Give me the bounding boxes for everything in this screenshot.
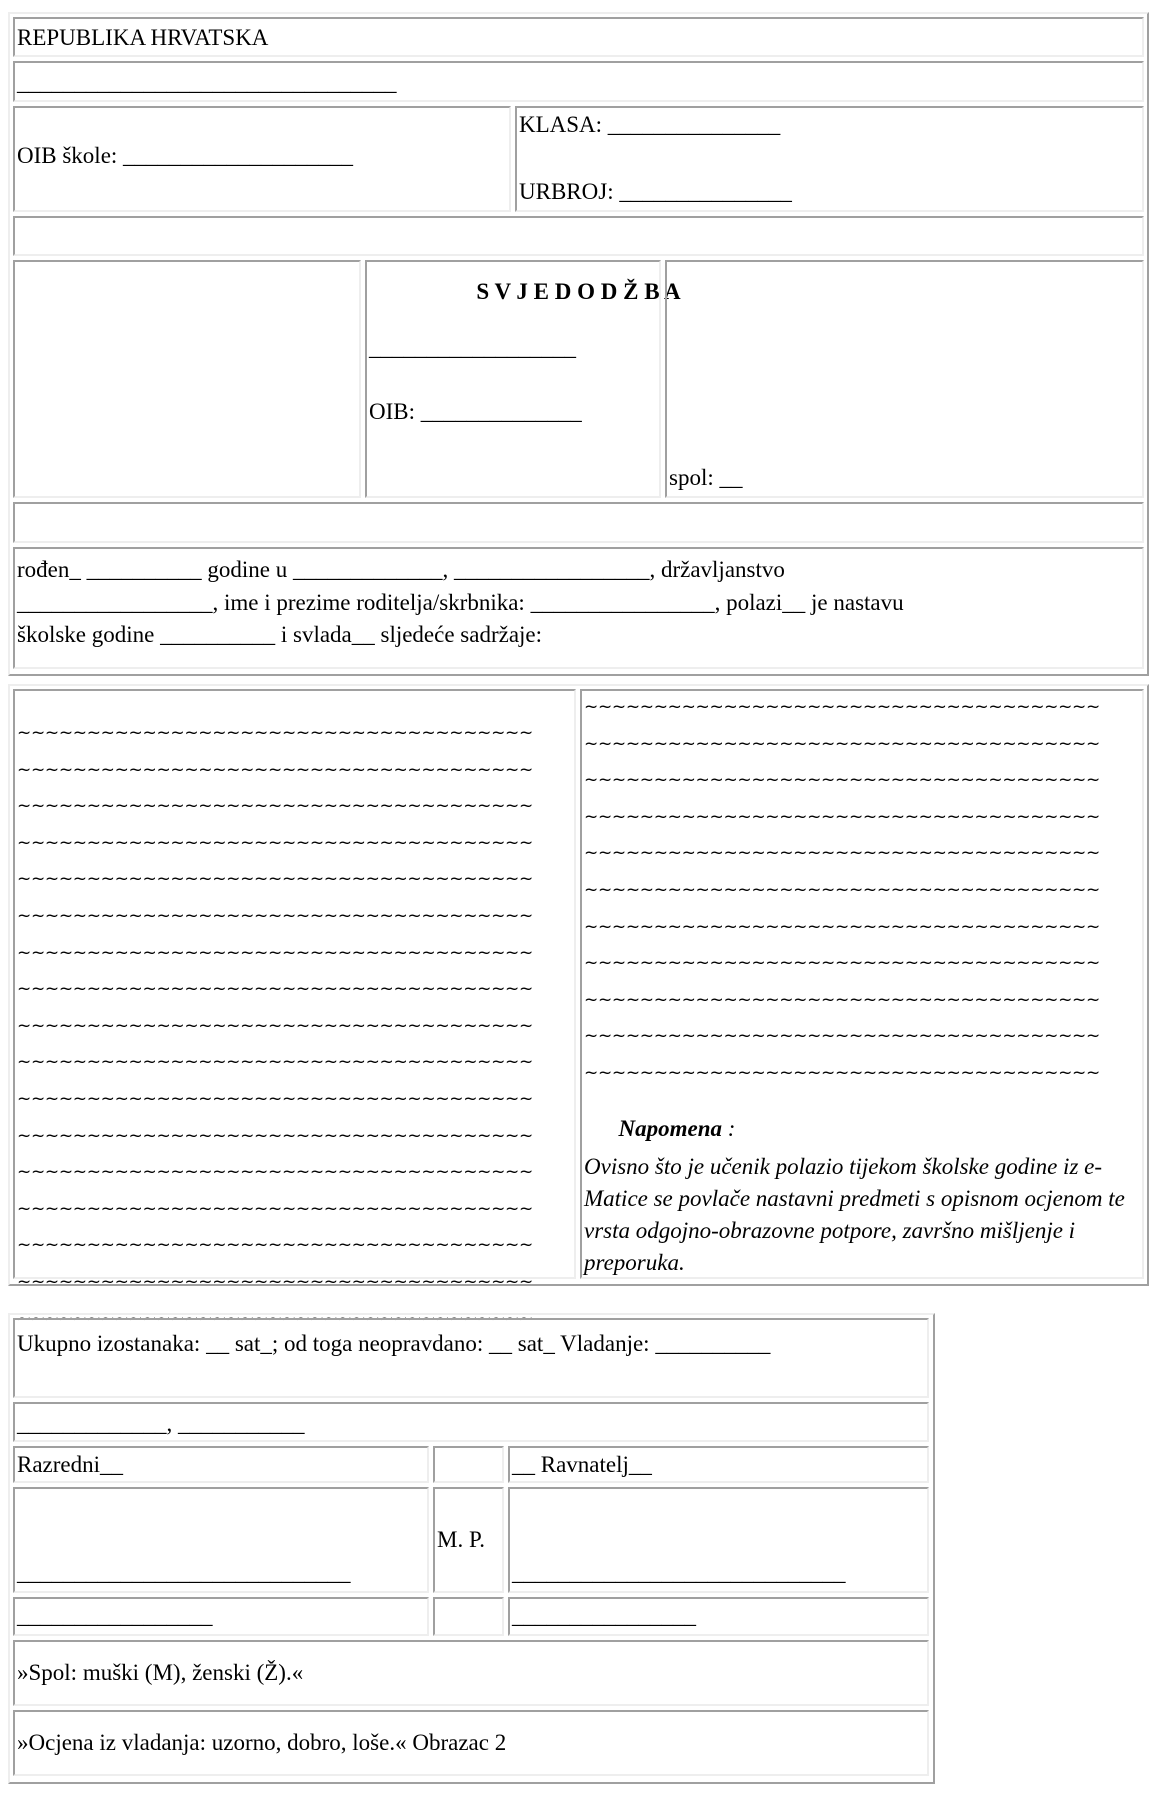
tilde-line: ~~~~~~~~~~~~~~~~~~~~~~~~~~~~~~~~~~~~~: [584, 916, 1100, 937]
stamp-place-label: M. P.: [437, 1527, 485, 1552]
razredni-label: Razredni__: [17, 1452, 124, 1477]
ravnatelj-cell: [508, 1446, 929, 1483]
birth-paragraph-cell: [13, 547, 1144, 669]
tilde-line: ~~~~~~~~~~~~~~~~~~~~~~~~~~~~~~~~~~~~~: [17, 869, 533, 890]
tilde-line: ~~~~~~~~~~~~~~~~~~~~~~~~~~~~~~~~~~~~~: [584, 880, 1100, 900]
tilde-line: ~~~~~~~~~~~~~~~~~~~~~~~~~~~~~~~~~~~~~: [17, 796, 533, 817]
tilde-line: ~~~~~~~~~~~~~~~~~~~~~~~~~~~~~~~~~~~~~: [17, 723, 533, 743]
tilde-line: ~~~~~~~~~~~~~~~~~~~~~~~~~~~~~~~~~~~~~: [17, 759, 533, 780]
subjects-left-cell: [13, 689, 576, 1329]
tilde-line: ~~~~~~~~~~~~~~~~~~~~~~~~~~~~~~~~~~~~~: [584, 806, 1100, 827]
subjects-right-cell: [580, 689, 1144, 1279]
tilde-line: ~~~~~~~~~~~~~~~~~~~~~~~~~~~~~~~~~~~~~: [17, 1198, 533, 1219]
mp-header-cell: [433, 1446, 504, 1483]
tilde-line: ~~~~~~~~~~~~~~~~~~~~~~~~~~~~~~~~~~~~~: [584, 733, 1100, 754]
note-colon: :: [722, 1116, 736, 1141]
tilde-line: ~~~~~~~~~~~~~~~~~~~~~~~~~~~~~~~~~~~~~: [17, 906, 533, 926]
content-table: [8, 684, 1149, 1329]
tilde-line: ~~~~~~~~~~~~~~~~~~~~~~~~~~~~~~~~~~~~~: [584, 989, 1100, 1010]
tilde-line: ~~~~~~~~~~~~~~~~~~~~~~~~~~~~~~~~~~~~~: [584, 953, 1100, 974]
tilde-line: ~~~~~~~~~~~~~~~~~~~~~~~~~~~~~~~~~~~~~: [17, 1125, 533, 1146]
place-date-cell: [13, 1402, 929, 1442]
tilde-line: ~~~~~~~~~~~~~~~~~~~~~~~~~~~~~~~~~~~~~: [17, 1272, 533, 1292]
tilde-line: ~~~~~~~~~~~~~~~~~~~~~~~~~~~~~~~~~~~~~: [584, 770, 1100, 791]
sign-left-cell: [13, 1487, 429, 1593]
tilde-line: ~~~~~~~~~~~~~~~~~~~~~~~~~~~~~~~~~~~~~: [584, 843, 1100, 864]
short-right-cell: [508, 1597, 929, 1636]
short-mid-cell: [433, 1597, 504, 1636]
tilde-line: ~~~~~~~~~~~~~~~~~~~~~~~~~~~~~~~~~~~~~: [17, 1162, 533, 1183]
short-left-line: _________________: [17, 1603, 213, 1628]
tilde-line: ~~~~~~~~~~~~~~~~~~~~~~~~~~~~~~~~~~~~~: [17, 1052, 533, 1073]
klasa-field: KLASA: _______________: [519, 112, 781, 137]
urbroj-field: URBROJ: _______________: [519, 179, 792, 204]
tilde-line: ~~~~~~~~~~~~~~~~~~~~~~~~~~~~~~~~~~~~~: [17, 1308, 533, 1329]
tilde-line: ~~~~~~~~~~~~~~~~~~~~~~~~~~~~~~~~~~~~~: [584, 1063, 1100, 1083]
country-name: REPUBLIKA HRVATSKA: [17, 25, 269, 50]
birth-line-3: školske godine __________ i svlada__ sljedeće sadržaje:: [17, 622, 543, 647]
school-name-blank: _________________________________: [17, 70, 397, 95]
absences-field: Ukupno izostanaka: __ sat_; od toga neopravdano: __ sat_ Vladanje: __________: [17, 1331, 771, 1356]
tilde-line: ~~~~~~~~~~~~~~~~~~~~~~~~~~~~~~~~~~~~~: [17, 942, 533, 963]
student-sex-field: spol: __: [669, 465, 743, 490]
photo-cell: [13, 260, 361, 498]
tilde-line: ~~~~~~~~~~~~~~~~~~~~~~~~~~~~~~~~~~~~~: [17, 1015, 533, 1036]
spol-note: »Spol: muški (M), ženski (Ž).«: [17, 1660, 304, 1685]
student-name-blank: __________________: [369, 335, 576, 360]
short-right-line: ________________: [512, 1603, 696, 1628]
oib-school-cell: [13, 106, 511, 212]
birth-line-1: rođen_ __________ godine u _____________, _________________, državljanstvo: [17, 557, 785, 582]
mp-cell: [433, 1487, 504, 1593]
spol-note-cell: [13, 1640, 929, 1706]
tilde-line: ~~~~~~~~~~~~~~~~~~~~~~~~~~~~~~~~~~~~~: [17, 1089, 533, 1109]
place-date-field: _____________, ___________: [17, 1411, 305, 1436]
sign-right-line: _____________________________: [512, 1560, 846, 1585]
vladanje-note: »Ocjena iz vladanja: uzorno, dobro, loše.« Obrazac 2: [17, 1730, 507, 1755]
absences-cell: [13, 1318, 929, 1398]
tilde-line: ~~~~~~~~~~~~~~~~~~~~~~~~~~~~~~~~~~~~~: [584, 1026, 1100, 1047]
note-text: Ovisno što je učenik polazio tijekom školske godine iz e-Matice se povlače nastavni predmeti s opisnom ocjenom te vrsta odgojno-obrazovne potpore, završno mišljenje i preporuka.: [584, 1154, 1125, 1275]
razredni-cell: [13, 1446, 429, 1483]
oib-school-field: OIB škole: ____________________: [17, 143, 354, 168]
school-name-cell: [13, 61, 1144, 102]
tilde-line: ~~~~~~~~~~~~~~~~~~~~~~~~~~~~~~~~~~~~~: [584, 697, 1100, 717]
country-cell: [13, 17, 1144, 57]
tilde-line: ~~~~~~~~~~~~~~~~~~~~~~~~~~~~~~~~~~~~~: [17, 1235, 533, 1256]
tilde-line: ~~~~~~~~~~~~~~~~~~~~~~~~~~~~~~~~~~~~~: [17, 832, 533, 853]
footer-table: [8, 1313, 935, 1784]
tilde-line: ~~~~~~~~~~~~~~~~~~~~~~~~~~~~~~~~~~~~~: [17, 979, 533, 1000]
student-name-cell: [365, 260, 661, 498]
student-sex-cell: [665, 260, 1144, 498]
vladanje-note-cell: [13, 1710, 929, 1776]
student-oib-field: OIB: ______________: [369, 399, 582, 424]
header-table: [8, 12, 1149, 676]
sign-right-cell: [508, 1487, 929, 1593]
klasa-urbroj-cell: [515, 106, 1144, 212]
birth-line-2: _________________, ime i prezime roditelja/skrbnika: ________________, polazi__ je nastavu: [17, 590, 904, 615]
empty-row-cell: [13, 502, 1144, 543]
title-cell: [13, 216, 1144, 304]
page-title: S V J E D O D Ž B A: [476, 279, 681, 304]
note-label: Napomena: [618, 1116, 722, 1141]
sign-left-line: _____________________________: [17, 1560, 351, 1585]
ravnatelj-label: __ Ravnatelj__: [512, 1452, 652, 1477]
short-left-cell: [13, 1597, 429, 1636]
